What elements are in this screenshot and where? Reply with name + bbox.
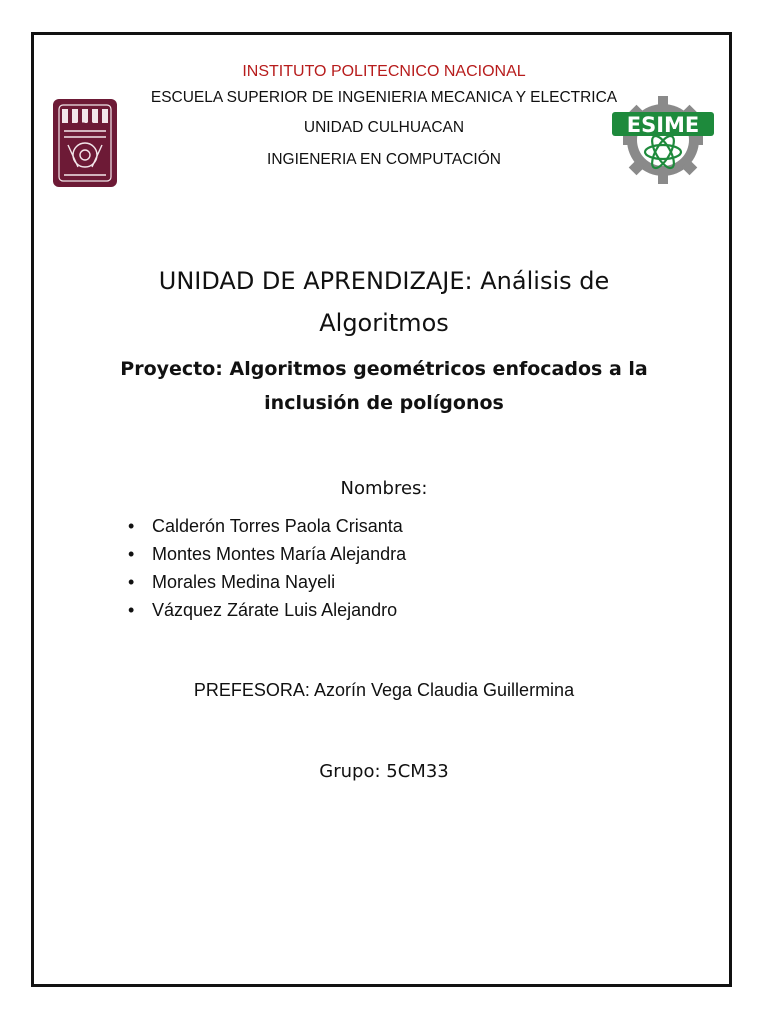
professor-name: PREFESORA: Azorín Vega Claudia Guillermina: [193, 680, 575, 700]
group-label: Grupo: 5CM33: [319, 761, 449, 782]
school-name: ESCUELA SUPERIOR DE INGENIERIA MECANICA Y ELECTRICA: [150, 89, 618, 106]
bullet-icon: •: [128, 600, 135, 620]
course-title: [80, 260, 688, 344]
project-title-line-1: Proyecto: Algoritmos geométricos enfocados a la: [120, 358, 648, 380]
student-name: Calderón Torres Paola Crisanta: [152, 516, 403, 536]
student-name: Vázquez Zárate Luis Alejandro: [152, 600, 398, 620]
student-name: Morales Medina Nayeli: [152, 572, 336, 592]
student-name: Montes Montes María Alejandra: [152, 544, 407, 564]
ipn-logo-icon: [50, 95, 120, 191]
svg-text:ESIME: ESIME: [626, 113, 700, 137]
course-title-line-2: Algoritmos: [319, 309, 449, 337]
institution-header: [130, 60, 638, 170]
bullet-icon: •: [128, 544, 135, 564]
list-item: [128, 512, 406, 540]
career-name: INGIENERIA EN COMPUTACIÓN: [267, 151, 501, 168]
names-label: Nombres:: [340, 478, 428, 499]
bullet-icon: •: [128, 572, 135, 592]
bullet-icon: •: [128, 516, 135, 536]
project-title-line-2: inclusión de polígonos: [264, 392, 504, 414]
list-item: [128, 596, 406, 624]
list-item: [128, 540, 406, 568]
project-title: [100, 352, 668, 420]
unit-name: UNIDAD CULHUACAN: [303, 119, 465, 136]
list-item: [128, 568, 406, 596]
course-title-line-1: UNIDAD DE APRENDIZAJE: Análisis de: [158, 267, 610, 295]
names-list: [128, 512, 406, 624]
institute-name: INSTITUTO POLITECNICO NACIONAL: [242, 63, 526, 80]
svg-text:IPN: IPN: [76, 122, 94, 132]
